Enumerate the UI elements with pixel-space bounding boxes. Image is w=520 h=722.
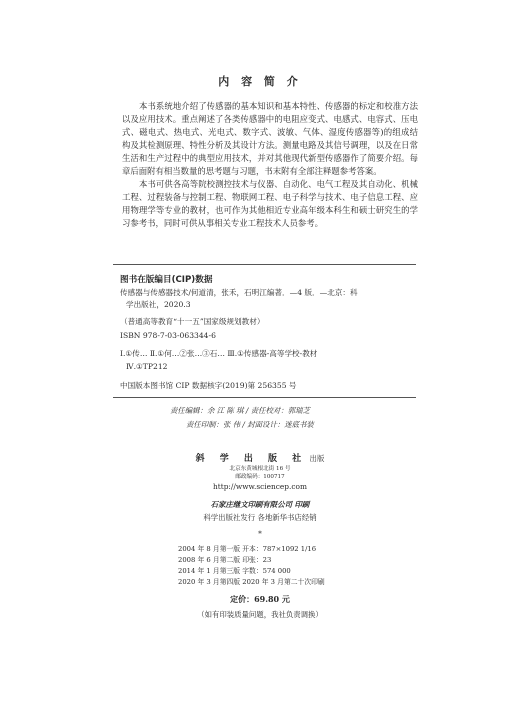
divider [113,397,416,398]
cip-line: 传感器与传感器技术/何道清，张禾，石明江编著．—4 版．—北京：科 [120,288,358,297]
publisher-postcode: 邮政编码：100717 [235,474,285,480]
divider [113,264,416,265]
printer-line: 石家庄继文印刷有限公司 印刷 [210,500,310,509]
distribution-line: 科学出版社发行 各地新华书店经销 [203,513,317,522]
cip-line: 学出版社，2020.3 [126,300,191,309]
cip-number: 中国版本图书馆 CIP 数据核字(2019)第 256355 号 [120,381,297,390]
intro-paragraph: 本书可供各高等院校测控技术与仪器、自动化、电气工程及其自动化、机械工程、过程装备与控制工程、物联网工程、电子科学与技术、电子信息工程、应用物理学等专业的教材，也可作为其他相近专业高年级本科生和硕士研究生的学习参考书，同时可供从事相关专业工程技术人员参考。 [122,179,418,228]
publisher-line [0,451,520,464]
edition-line: 2014 年 1 月第三版 字数：574 000 [178,567,291,575]
intro-paragraph: 本书系统地介绍了传感器的基本知识和基本特性、传感器的标定和校准方法以及应用技术。重点阐述了各类传感器中的电阻应变式、电感式、电容式、压电式、磁电式、热电式、光电式、数字式、波敏、气体、湿度传感器等)的组成结构及其检测原理、特性分析及其设计方法。测量电路及其信号调理，以及在日常生活和生产过程中的典型应用技术，并对其他现代新型传感器作了简要介绍。每章后面附有相当数量的思考题与习题，书末附有全部注释题参考答案。 [122,101,418,176]
publisher-name: 斜 学 出 版 社 [195,454,308,464]
asterisk-separator: * [258,529,262,538]
publisher-url: http://www.sciencep.com [213,482,307,491]
editor-line: 责任编辑：余 江 陈 琪 / 责任校对：郭瑞芝 [170,406,310,415]
cip-line: Ⅳ.①TP212 [126,362,168,371]
price: 定价：69.80 元 [230,594,290,604]
publisher-address: 北京东黄城根北街 16 号 [229,466,291,472]
quality-notice: （如有印装质量问题，我社负责调换） [197,610,323,619]
publisher-suffix: 出版 [309,454,325,463]
cip-line: （普通高等教育“十一五”国家级规划教材） [120,317,265,326]
cip-line: ISBN 978-7-03-063344-6 [120,331,216,340]
edition-line: 2008 年 6 月第二版 印张：23 [178,556,272,564]
cip-heading: 图书在版编目(CIP)数据 [120,275,213,285]
edition-line: 2020 年 3 月第四版 2020 年 3 月第二十次印刷 [178,578,325,586]
intro-title: 内 容 简 介 [218,75,302,88]
edition-line: 2004 年 8 月第一版 开本：787×1092 1/16 [178,545,317,553]
production-line: 责任印制：张 伟 / 封面设计：迷底书装 [186,420,314,429]
cip-line: Ⅰ.①传… Ⅱ.①何…②张…③石… Ⅲ.①传感器-高等学校-教材 [120,349,318,358]
intro-body [122,100,418,230]
